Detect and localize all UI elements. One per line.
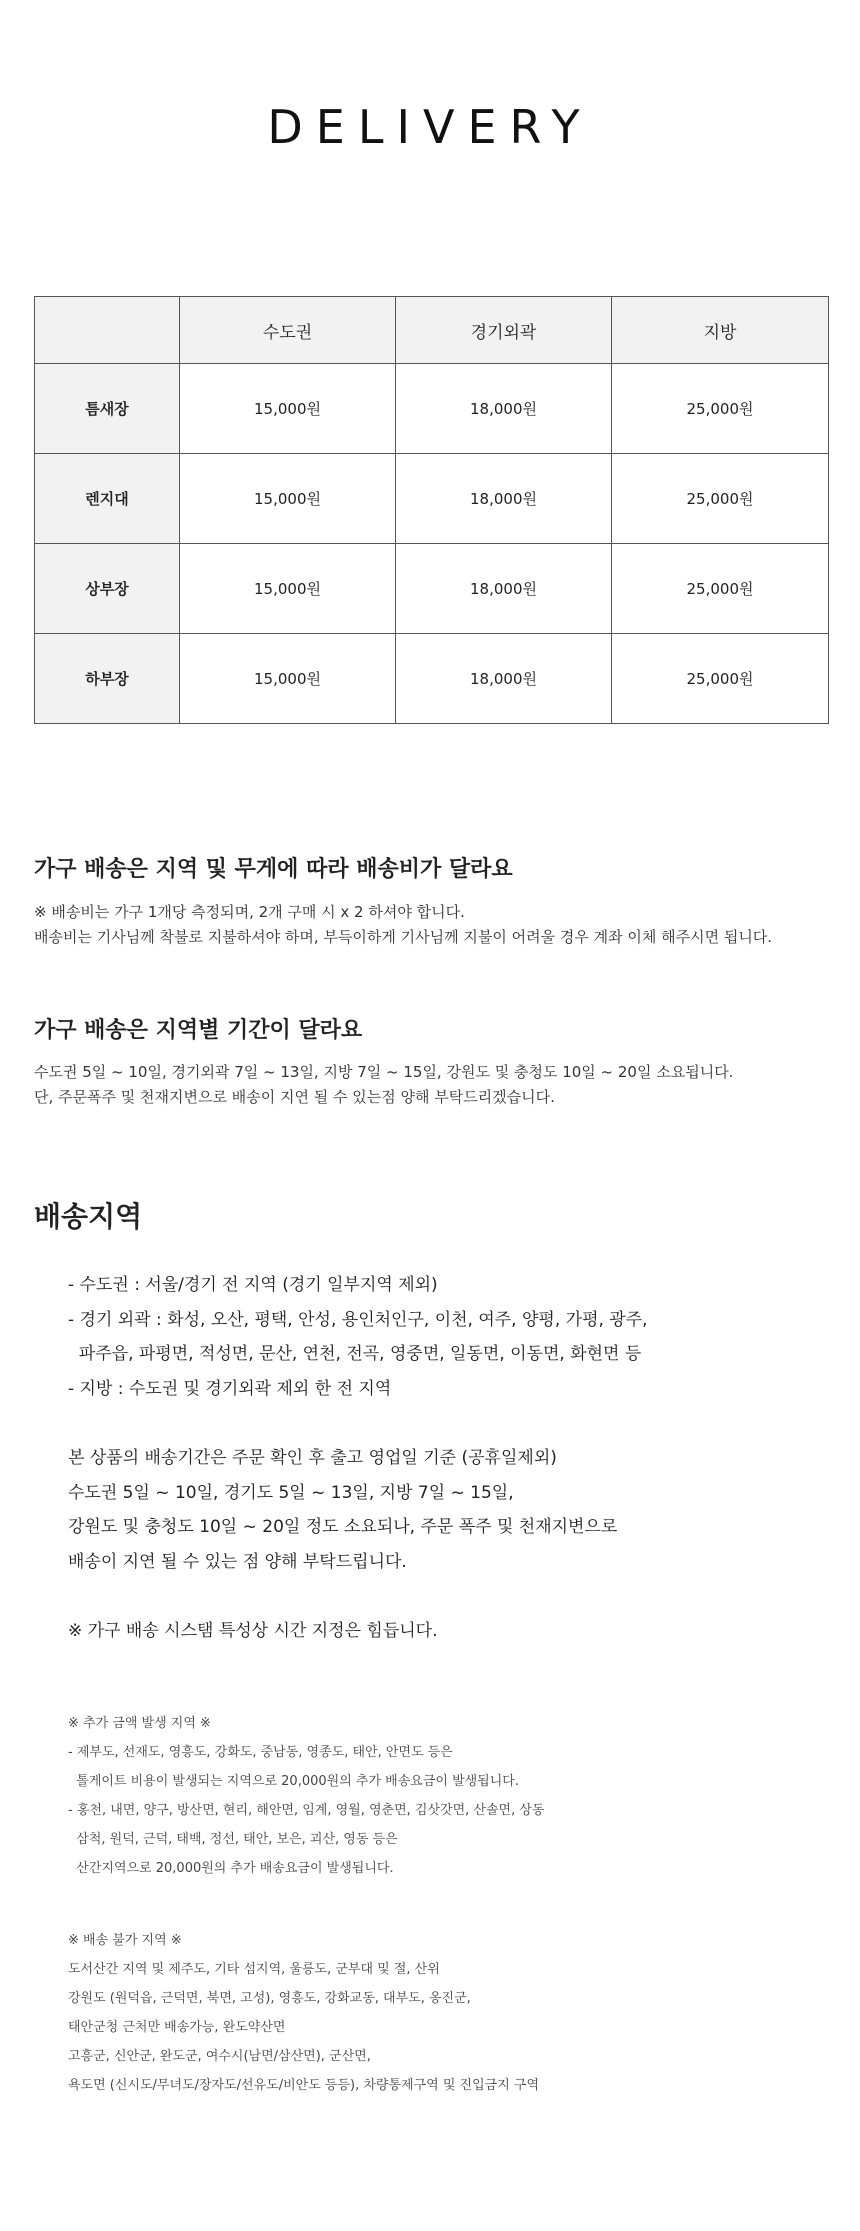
- table-cell: 25,000원: [612, 544, 829, 634]
- table-header-cell: 지방: [612, 297, 829, 364]
- no-delivery-heading: ※ 배송 불가 지역 ※: [68, 1933, 182, 1948]
- extra-fee-line: 산간지역으로 20,000원의 추가 배송요금이 발생됩니다.: [68, 1861, 394, 1876]
- table-header-row: [35, 297, 829, 364]
- table-cell: 15,000원: [180, 634, 396, 724]
- table-cell: 25,000원: [612, 454, 829, 544]
- table-header-cell: 경기외곽: [396, 297, 612, 364]
- no-delivery-line: 도서산간 지역 및 제주도, 기타 섬지역, 울릉도, 군부대 및 절, 산위: [68, 1962, 440, 1977]
- no-delivery-line: 태안군청 근처만 배송가능, 완도약산면: [68, 2020, 286, 2035]
- region-heading: 배송지역: [34, 1200, 143, 1233]
- table-cell: 18,000원: [396, 544, 612, 634]
- period-info-heading: 가구 배송은 지역별 기간이 달라요: [34, 1018, 363, 1043]
- extra-fee-section: [68, 1709, 544, 1883]
- period-info-line: 수도권 5일 ~ 10일, 경기외곽 7일 ~ 13일, 지방 7일 ~ 15일, 강원도 및 충청도 10일 ~ 20일 소요됩니다.: [34, 1063, 734, 1081]
- table-cell: 25,000원: [612, 634, 829, 724]
- region-area-line: 파주읍, 파평면, 적성면, 문산, 연천, 전곡, 영중면, 일동면, 이동면, 화현면 등: [68, 1344, 642, 1364]
- period-info-line: 단, 주문폭주 및 천재지변으로 배송이 지연 될 수 있는점 양해 부탁드리겠습니다.: [34, 1088, 555, 1106]
- table-cell: 18,000원: [396, 634, 612, 724]
- row-label: 하부장: [35, 634, 180, 724]
- region-period-line: 강원도 및 충청도 10일 ~ 20일 정도 소요되나, 주문 폭주 및 천재지변으로: [68, 1517, 618, 1537]
- delivery-fee-table: [34, 296, 829, 724]
- fee-info-line: 배송비는 기사님께 착불로 지불하셔야 하며, 부득이하게 기사님께 지불이 어려울 경우 계좌 이체 해주시면 됩니다.: [34, 928, 773, 946]
- fee-info-heading: 가구 배송은 지역 및 무게에 따라 배송비가 달라요: [34, 857, 513, 882]
- table-cell: 15,000원: [180, 454, 396, 544]
- region-period: [68, 1441, 617, 1579]
- extra-fee-line: 톨게이트 비용이 발생되는 지역으로 20,000원의 추가 배송요금이 발생됩니다.: [68, 1774, 519, 1789]
- row-label: 틈새장: [35, 364, 180, 454]
- table-cell: 15,000원: [180, 544, 396, 634]
- page-title: DELIVERY: [267, 100, 593, 154]
- table-cell: 15,000원: [180, 364, 396, 454]
- region-period-line: 본 상품의 배송기간은 주문 확인 후 출고 영업일 기준 (공휴일제외): [68, 1448, 557, 1468]
- extra-fee-line: 삼척, 원덕, 근덕, 태백, 정선, 태안, 보은, 괴산, 영동 등은: [68, 1832, 398, 1847]
- table-cell: 25,000원: [612, 364, 829, 454]
- table-row: [35, 364, 829, 454]
- no-delivery-line: 고흥군, 신안군, 완도군, 여수시(남면/삼산면), 군산면,: [68, 2049, 371, 2064]
- extra-fee-line: - 홍천, 내면, 양구, 방산면, 현리, 해안면, 임계, 영월, 영춘면, 김삿갓면, 산솔면, 상동: [68, 1803, 545, 1818]
- extra-fee-heading: ※ 추가 금액 발생 지역 ※: [68, 1716, 211, 1731]
- table-cell: 18,000원: [396, 364, 612, 454]
- time-notice: ※ 가구 배송 시스탬 특성상 시간 지정은 힘듭니다.: [68, 1621, 438, 1641]
- fee-info-text: [34, 900, 772, 950]
- region-areas: [68, 1268, 648, 1406]
- no-delivery-section: [68, 1926, 539, 2100]
- table-cell: 18,000원: [396, 454, 612, 544]
- region-period-line: 수도권 5일 ~ 10일, 경기도 5일 ~ 13일, 지방 7일 ~ 15일,: [68, 1482, 514, 1503]
- row-label: 렌지대: [35, 454, 180, 544]
- region-area-line: - 경기 외곽 : 화성, 오산, 평택, 안성, 용인처인구, 이천, 여주, 양평, 가평, 광주,: [68, 1309, 648, 1330]
- extra-fee-line: - 제부도, 선재도, 영흥도, 강화도, 중남동, 영종도, 태안, 안면도 등은: [68, 1745, 453, 1760]
- region-area-line: - 지방 : 수도권 및 경기외곽 제외 한 전 지역: [68, 1378, 392, 1399]
- region-area-line: - 수도권 : 서울/경기 전 지역 (경기 일부지역 제외): [68, 1275, 438, 1295]
- period-info-text: [34, 1060, 733, 1110]
- row-label: 상부장: [35, 544, 180, 634]
- no-delivery-line: 강원도 (원덕읍, 근덕면, 북면, 고성), 영흥도, 강화교동, 대부도, 옹진군,: [68, 1991, 471, 2006]
- fee-info-line: ※ 배송비는 가구 1개당 측정되며, 2개 구매 시 x 2 하셔야 합니다.: [34, 903, 465, 921]
- table-header-corner: [35, 297, 180, 364]
- table-row: [35, 544, 829, 634]
- table-row: [35, 454, 829, 544]
- table-row: [35, 634, 829, 724]
- region-period-line: 배송이 지연 될 수 있는 점 양해 부탁드립니다.: [68, 1551, 407, 1572]
- no-delivery-line: 욕도면 (신시도/무녀도/장자도/선유도/비안도 등등), 차량통제구역 및 진입금지 구역: [68, 2078, 540, 2093]
- table-header-cell: 수도권: [180, 297, 396, 364]
